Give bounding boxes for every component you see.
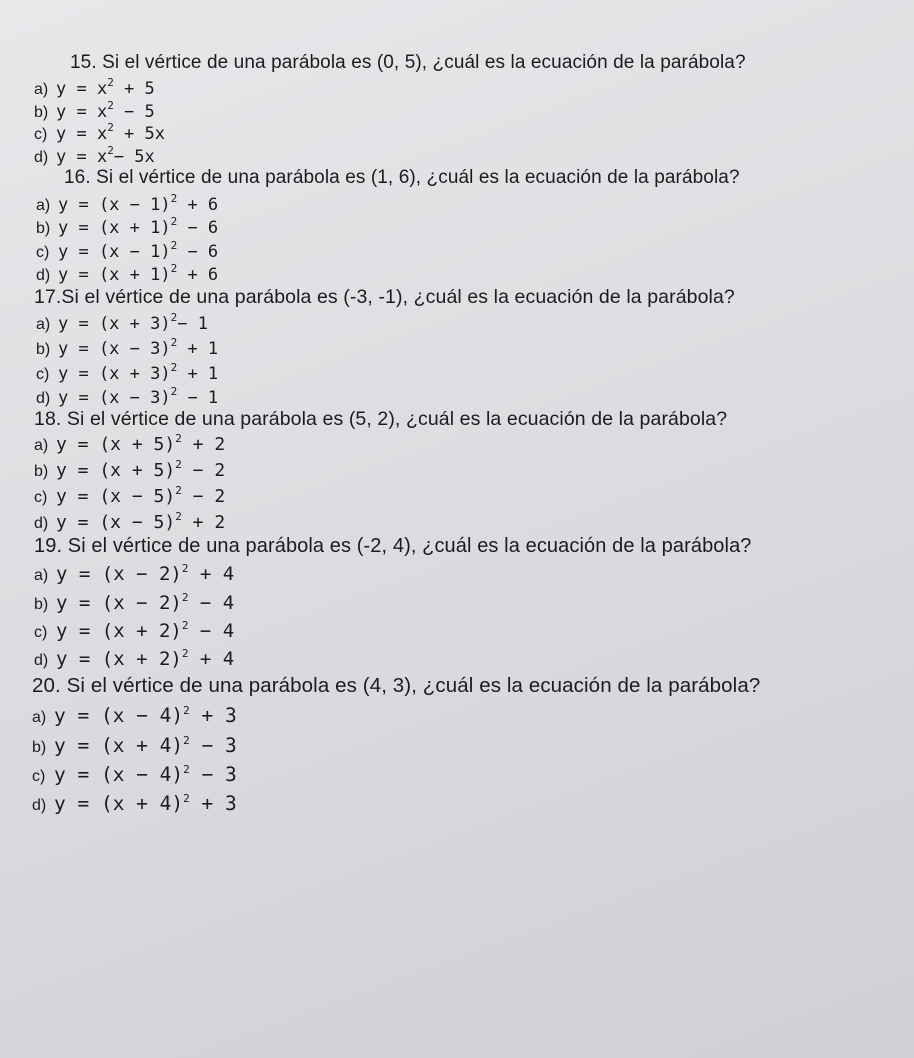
option-19-d: d) $y = (x + 2)^2 + 4$ (34, 647, 235, 670)
question-15 (70, 52, 746, 74)
question-text: 18. Si el vértice de una parábola es (5, 2), ¿cuál es la ecuación de la parábola? (34, 408, 728, 430)
option-18-c: c) $y = (x - 5)^2 - 2$ (34, 484, 226, 507)
option-20-d: d) $y = (x + 4)^2 + 3$ (32, 792, 237, 815)
option-20-a: a) $y = (x - 4)^2 + 3$ (32, 704, 237, 727)
question-text: 17.Si el vértice de una parábola es (-3, -1), ¿cuál es la ecuación de la parábola? (34, 286, 735, 308)
option-16-c: c) $y = (x - 1)^2 - 6$ (36, 239, 219, 262)
option-18-b: b) $y = (x + 5)^2 - 2$ (34, 458, 226, 481)
option-19-c: c) $y = (x + 2)^2 - 4$ (34, 619, 235, 642)
question-text: 20. Si el vértice de una parábola es (4, 3), ¿cuál es la ecuación de la parábola? (32, 674, 761, 697)
question-16 (64, 167, 740, 189)
option-15-b: b) $y = x^2 - 5$ (34, 99, 155, 122)
option-15-c: c) $y = x^2 + 5x$ (34, 121, 165, 144)
question-text: 19. Si el vértice de una parábola es (-2, 4), ¿cuál es la ecuación de la parábola? (34, 535, 752, 557)
option-15-a: a) $y = x^2 + 5$ (34, 76, 155, 99)
option-19-b: b) $y = (x - 2)^2 - 4$ (34, 591, 235, 614)
option-16-a: a) $y = (x - 1)^2 + 6$ (36, 192, 219, 215)
option-17-a: a) $y = (x + 3)^2- 1$ (36, 311, 208, 334)
option-17-d: d) $y = (x - 3)^2 - 1$ (36, 385, 219, 408)
question-text: 15. Si el vértice de una parábola es (0, 5), ¿cuál es la ecuación de la parábola? (70, 52, 746, 73)
option-16-d: d) $y = (x + 1)^2 + 6$ (36, 262, 219, 285)
option-18-d: d) $y = (x - 5)^2 + 2$ (34, 510, 226, 533)
question-20 (32, 673, 760, 698)
option-17-b: b) $y = (x - 3)^2 + 1$ (36, 336, 219, 359)
option-20-c: c) $y = (x - 4)^2 - 3$ (32, 763, 237, 786)
option-16-b: b) $y = (x + 1)^2 - 6$ (36, 215, 219, 238)
question-17 (34, 286, 735, 308)
question-18 (34, 408, 727, 430)
option-18-a: a) $y = (x + 5)^2 + 2$ (34, 432, 226, 455)
option-15-d: d) $y = x^2- 5x$ (34, 144, 155, 167)
option-19-a: a) $y = (x - 2)^2 + 4$ (34, 562, 235, 585)
option-20-b: b) $y = (x + 4)^2 - 3$ (32, 734, 237, 757)
question-text: 16. Si el vértice de una parábola es (1, 6), ¿cuál es la ecuación de la parábola? (64, 167, 740, 188)
option-17-c: c) $y = (x + 3)^2 + 1$ (36, 361, 219, 384)
question-19 (34, 534, 752, 558)
